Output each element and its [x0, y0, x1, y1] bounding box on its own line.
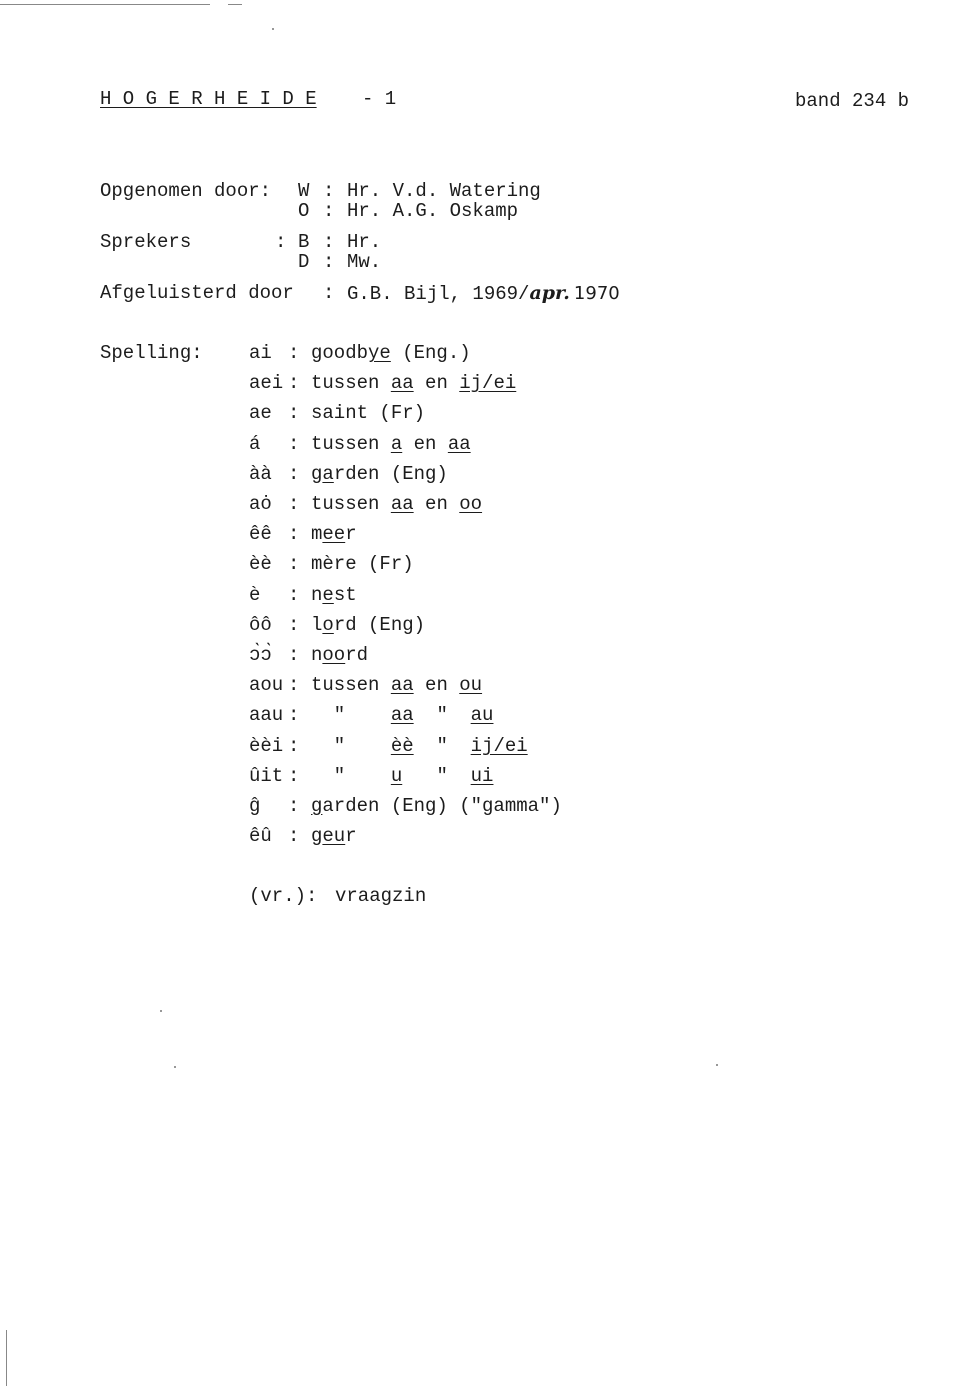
example-text: ": [311, 704, 391, 726]
underlined-sound: oo: [459, 493, 483, 515]
example-text: l: [311, 614, 323, 636]
underlined-sound: aa: [447, 433, 471, 455]
underlined-sound: au: [470, 704, 494, 726]
example-text: en: [402, 433, 448, 455]
separator-colon: :: [323, 282, 335, 304]
underlined-sound: ee: [322, 523, 346, 545]
spelling-symbol: èèi: [249, 735, 284, 757]
underlined-sound: oo: [322, 644, 346, 666]
example-text: tussen: [311, 372, 391, 394]
scan-speck: [174, 1066, 176, 1068]
question-note-text: vraagzin: [335, 885, 427, 907]
spelling-example: [311, 825, 357, 847]
example-text: tussen: [311, 493, 391, 515]
tape-reference: band 234 b: [795, 90, 910, 112]
underlined-sound: aa: [390, 704, 414, 726]
page-number: - 1: [362, 88, 397, 110]
example-text: m: [311, 523, 323, 545]
handwritten-correction: apr.: [529, 282, 570, 304]
spelling-symbol: ĝ: [249, 795, 261, 817]
spelling-symbol: èè: [249, 553, 272, 575]
interviewer-name: Hr. A.G. Oskamp: [347, 200, 519, 222]
underlined-sound: èè: [390, 735, 414, 757]
underlined-sound: aa: [390, 493, 414, 515]
spelling-example: [311, 614, 425, 636]
example-text: mère (Fr): [311, 553, 414, 575]
spelling-symbol: á: [249, 433, 261, 455]
listened-by-label: Afgeluisterd door: [100, 282, 294, 304]
spelling-symbol: êû: [249, 825, 272, 847]
example-text: tussen: [311, 433, 391, 455]
spelling-example: [311, 704, 493, 726]
example-text: st: [333, 584, 357, 606]
separator-colon: :: [288, 342, 300, 364]
speaker-name: Hr.: [347, 231, 382, 253]
spelling-example: [311, 433, 471, 455]
underlined-sound: ij/ei: [459, 372, 517, 394]
scan-speck: [272, 28, 274, 30]
spelling-symbol: aau: [249, 704, 284, 726]
separator-colon: :: [288, 825, 300, 847]
spelling-example: [311, 644, 368, 666]
separator-colon: :: [275, 231, 287, 253]
separator-colon: :: [323, 251, 335, 273]
separator-colon: :: [288, 704, 300, 726]
separator-colon: :: [288, 463, 300, 485]
example-text: en: [413, 674, 460, 696]
scan-edge-line: [228, 4, 242, 5]
recorded-by-label: Opgenomen door:: [100, 180, 272, 202]
question-note-label: (vr.):: [249, 885, 318, 907]
example-text: rd (Eng): [333, 614, 426, 636]
example-text: goodb: [311, 342, 369, 364]
scan-speck: [716, 1064, 718, 1066]
example-text: n: [311, 644, 323, 666]
separator-colon: :: [288, 553, 300, 575]
scan-speck: [160, 1010, 162, 1012]
spelling-example: [311, 402, 425, 424]
spelling-symbol: aȯ: [249, 493, 272, 515]
scan-margin-line: [6, 1330, 7, 1386]
spelling-example: [311, 342, 471, 364]
spelling-example: [311, 735, 528, 757]
spelling-example: [311, 795, 562, 817]
interviewer-name: Hr. V.d. Watering: [347, 180, 541, 202]
interviewer-code: W: [298, 180, 310, 202]
spelling-example: [311, 674, 482, 696]
separator-colon: :: [288, 765, 300, 787]
underlined-sound: a: [390, 433, 403, 455]
example-text: tussen: [311, 674, 391, 696]
spelling-example: [311, 463, 448, 485]
separator-colon: :: [288, 372, 300, 394]
separator-colon: :: [288, 644, 300, 666]
separator-colon: :: [323, 200, 335, 222]
speaker-code: B: [298, 231, 310, 253]
interviewer-code: O: [298, 200, 310, 222]
example-text: en: [413, 372, 460, 394]
spelling-symbol: àà: [249, 463, 272, 485]
example-text: ": [413, 704, 471, 726]
underlined-sound: o: [322, 614, 334, 636]
listened-by-value: [347, 282, 620, 305]
speakers-label: Sprekers: [100, 231, 192, 253]
separator-colon: :: [288, 433, 300, 455]
example-text: rd: [345, 644, 369, 666]
listener-name-date: G.B. Bijl, 1969/: [347, 283, 530, 305]
underlined-sound: g: [311, 795, 323, 817]
spelling-symbol: ôô: [249, 614, 272, 636]
spelling-example: [311, 493, 482, 515]
spelling-symbol: êê: [249, 523, 272, 545]
example-text: g: [311, 825, 323, 847]
example-text: ": [402, 765, 471, 787]
underlined-sound: ye: [368, 342, 391, 364]
location-title: H O G E R H E I D E: [100, 88, 317, 110]
speaker-code: D: [298, 251, 310, 273]
separator-colon: :: [288, 674, 300, 696]
separator-colon: :: [288, 402, 300, 424]
underlined-sound: aa: [390, 372, 414, 394]
underlined-sound: ij/ei: [470, 735, 528, 757]
spelling-symbol: ae: [249, 402, 272, 424]
separator-colon: :: [323, 231, 335, 253]
separator-colon: :: [288, 584, 300, 606]
example-text: (Eng.): [390, 342, 471, 364]
underlined-sound: eu: [322, 825, 346, 847]
separator-colon: :: [288, 735, 300, 757]
separator-colon: :: [288, 523, 300, 545]
example-text: r: [345, 825, 357, 847]
listened-year: 1970: [573, 283, 620, 304]
underlined-sound: u: [390, 765, 403, 787]
separator-colon: :: [288, 614, 300, 636]
example-text: en: [413, 493, 460, 515]
speaker-name: Mw.: [347, 251, 382, 273]
underlined-sound: ui: [470, 765, 494, 787]
example-text: r: [345, 523, 357, 545]
example-text: n: [311, 584, 323, 606]
spelling-example: [311, 372, 516, 394]
spelling-example: [311, 765, 493, 787]
spelling-symbol: ɔ̀ɔ̀: [249, 644, 272, 666]
spelling-example: [311, 553, 414, 575]
example-text: rden (Eng): [333, 463, 448, 485]
underlined-sound: aa: [390, 674, 414, 696]
underlined-sound: e: [322, 584, 334, 606]
example-text: g: [311, 463, 323, 485]
example-text: saint (Fr): [311, 402, 426, 424]
separator-colon: :: [288, 493, 300, 515]
example-text: ": [311, 765, 391, 787]
example-text: ": [311, 735, 391, 757]
spelling-symbol: ûit: [249, 765, 284, 787]
spelling-symbol: aei: [249, 372, 284, 394]
underlined-sound: a: [322, 463, 334, 485]
example-text: arden (Eng) ("gamma"): [322, 795, 562, 817]
spelling-symbol: ai: [249, 342, 272, 364]
scan-edge-line: [0, 4, 210, 5]
spelling-example: [311, 523, 357, 545]
spelling-symbol: ѐ: [249, 584, 261, 606]
spelling-symbol: aou: [249, 674, 284, 696]
spelling-example: [311, 584, 357, 606]
separator-colon: :: [288, 795, 300, 817]
underlined-sound: ou: [459, 674, 483, 696]
example-text: ": [413, 735, 471, 757]
separator-colon: :: [323, 180, 335, 202]
spelling-label: Spelling:: [100, 342, 203, 364]
